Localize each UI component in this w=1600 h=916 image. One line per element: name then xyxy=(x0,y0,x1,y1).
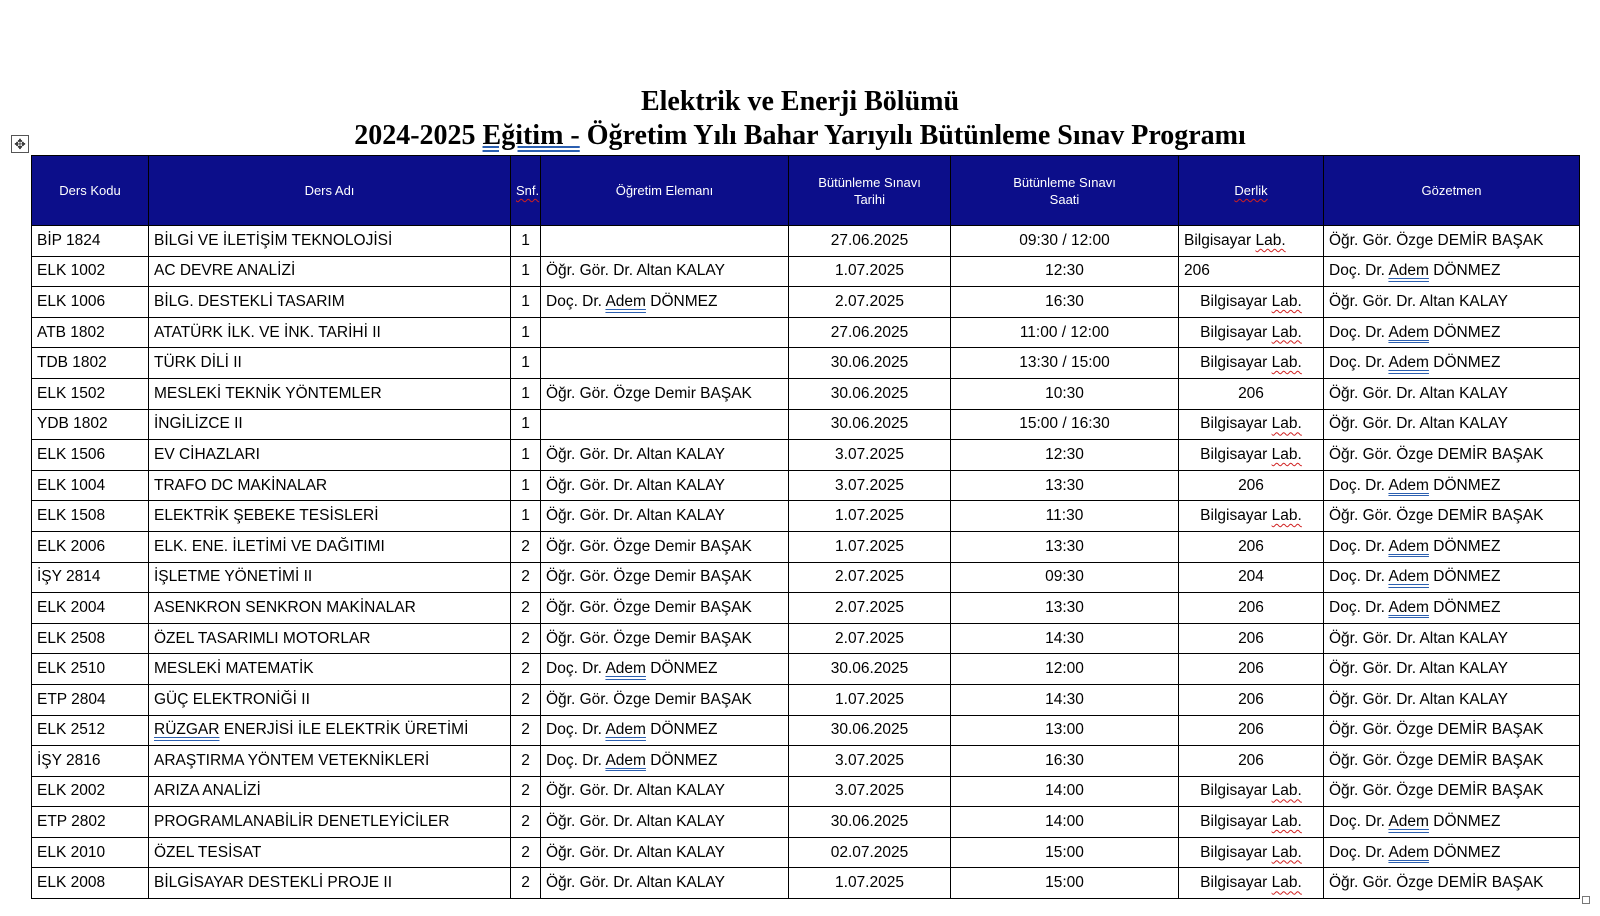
cell-date: 1.07.2025 xyxy=(789,531,951,562)
table-row xyxy=(32,531,1580,562)
cell-time: 12:00 xyxy=(951,654,1179,685)
spellcheck-mark: Lab. xyxy=(1271,354,1302,372)
cell-instructor: Öğr. Gör. Dr. Altan KALAY xyxy=(541,470,789,501)
table-row xyxy=(32,868,1580,899)
cell-instructor: Doç. Dr. Adem DÖNMEZ xyxy=(541,715,789,746)
cell-proctor: Doç. Dr. Adem DÖNMEZ xyxy=(1324,317,1580,348)
table-row xyxy=(32,256,1580,287)
cell-time: 15:00 / 16:30 xyxy=(951,409,1179,440)
cell-time: 11:00 / 12:00 xyxy=(951,317,1179,348)
spellcheck-mark: Lab. xyxy=(1255,231,1286,249)
cell-proctor: Doç. Dr. Adem DÖNMEZ xyxy=(1324,807,1580,838)
cell-room: Bilgisayar Lab. xyxy=(1179,348,1324,379)
cell-time: 14:00 xyxy=(951,776,1179,807)
cell-date: 30.06.2025 xyxy=(789,715,951,746)
cell-instructor: Doç. Dr. Adem DÖNMEZ xyxy=(541,654,789,685)
header-date-line2: Tarihi xyxy=(853,191,886,207)
cell-course-name: BİLGİ VE İLETİŞİM TEKNOLOJİSİ xyxy=(149,226,511,257)
table-row xyxy=(32,470,1580,501)
cell-time: 11:30 xyxy=(951,501,1179,532)
cell-course-name: AC DEVRE ANALİZİ xyxy=(149,256,511,287)
spellcheck-mark: Adem xyxy=(1388,537,1429,555)
cell-room: 204 xyxy=(1179,562,1324,593)
cell-class: 2 xyxy=(511,593,541,624)
cell-instructor xyxy=(541,226,789,257)
cell-date: 1.07.2025 xyxy=(789,684,951,715)
cell-room: 206 xyxy=(1179,256,1324,287)
cell-class: 1 xyxy=(511,226,541,257)
cell-room: 206 xyxy=(1179,715,1324,746)
table-row xyxy=(32,226,1580,257)
cell-proctor: Öğr. Gör. Dr. Altan KALAY xyxy=(1324,287,1580,318)
spellcheck-mark: Adem xyxy=(605,660,646,678)
table-row xyxy=(32,623,1580,654)
exam-schedule-table xyxy=(31,155,1580,899)
cell-proctor: Doç. Dr. Adem DÖNMEZ xyxy=(1324,531,1580,562)
cell-proctor: Öğr. Gör. Özge DEMİR BAŞAK xyxy=(1324,868,1580,899)
cell-date: 3.07.2025 xyxy=(789,776,951,807)
spellcheck-mark: Adem xyxy=(605,292,646,310)
cell-code: YDB 1802 xyxy=(32,409,149,440)
cell-room: 206 xyxy=(1179,654,1324,685)
header-room xyxy=(1179,156,1324,226)
cell-code: ELK 2004 xyxy=(32,593,149,624)
header-row xyxy=(32,156,1580,226)
cell-class: 1 xyxy=(511,378,541,409)
cell-course-name: GÜÇ ELEKTRONİĞİ II xyxy=(149,684,511,715)
table-row xyxy=(32,776,1580,807)
cell-proctor: Öğr. Gör. Dr. Altan KALAY xyxy=(1324,684,1580,715)
cell-class: 2 xyxy=(511,654,541,685)
cell-proctor: Öğr. Gör. Özge DEMİR BAŞAK xyxy=(1324,501,1580,532)
cell-date: 30.06.2025 xyxy=(789,378,951,409)
cell-code: ELK 2010 xyxy=(32,837,149,868)
cell-time: 10:30 xyxy=(951,378,1179,409)
header-time-line1: Bütünleme Sınavı xyxy=(1013,174,1116,190)
subtitle-underlined-word: Eğitim - xyxy=(482,120,580,151)
cell-course-name: ARAŞTIRMA YÖNTEM VETEKNİKLERİ xyxy=(149,746,511,777)
cell-code: ETP 2802 xyxy=(32,807,149,838)
cell-instructor xyxy=(541,317,789,348)
cell-date: 3.07.2025 xyxy=(789,440,951,471)
table-body xyxy=(32,226,1580,899)
table-row xyxy=(32,501,1580,532)
cell-proctor: Doç. Dr. Adem DÖNMEZ xyxy=(1324,593,1580,624)
cell-course-name: RÜZGAR ENERJİSİ İLE ELEKTRİK ÜRETİMİ xyxy=(149,715,511,746)
spellcheck-mark: Lab. xyxy=(1271,323,1302,341)
cell-time: 16:30 xyxy=(951,746,1179,777)
cell-instructor xyxy=(541,348,789,379)
cell-code: ELK 2508 xyxy=(32,623,149,654)
cell-proctor: Doç. Dr. Adem DÖNMEZ xyxy=(1324,470,1580,501)
cell-instructor: Öğr. Gör. Özge Demir BAŞAK xyxy=(541,623,789,654)
cell-code: ELK 2008 xyxy=(32,868,149,899)
cell-code: ELK 2510 xyxy=(32,654,149,685)
cell-time: 15:00 xyxy=(951,868,1179,899)
cell-room: Bilgisayar Lab. xyxy=(1179,501,1324,532)
table-row xyxy=(32,654,1580,685)
cell-code: ATB 1802 xyxy=(32,317,149,348)
cell-class: 2 xyxy=(511,807,541,838)
cell-date: 27.06.2025 xyxy=(789,317,951,348)
cell-instructor: Öğr. Gör. Özge Demir BAŞAK xyxy=(541,593,789,624)
header-name: Ders Adı xyxy=(149,156,511,226)
cell-code: ELK 1002 xyxy=(32,256,149,287)
cell-date: 30.06.2025 xyxy=(789,807,951,838)
spellcheck-mark: Lab. xyxy=(1271,507,1302,525)
cell-course-name: İNGİLİZCE II xyxy=(149,409,511,440)
cell-course-name: PROGRAMLANABİLİR DENETLEYİCİLER xyxy=(149,807,511,838)
subtitle-rest: Öğretim Yılı Bahar Yarıyılı Bütünleme Sınav Programı xyxy=(579,120,1246,151)
spellcheck-mark: RÜZGAR xyxy=(154,721,220,739)
cell-code: BİP 1824 xyxy=(32,226,149,257)
header-date-line1: Bütünleme Sınavı xyxy=(818,174,921,190)
cell-date: 27.06.2025 xyxy=(789,226,951,257)
cell-class: 1 xyxy=(511,440,541,471)
cell-course-name: MESLEKİ MATEMATİK xyxy=(149,654,511,685)
cell-class: 1 xyxy=(511,256,541,287)
cell-instructor: Öğr. Gör. Dr. Altan KALAY xyxy=(541,868,789,899)
cell-proctor: Doç. Dr. Adem DÖNMEZ xyxy=(1324,256,1580,287)
cell-code: TDB 1802 xyxy=(32,348,149,379)
cell-course-name: MESLEKİ TEKNİK YÖNTEMLER xyxy=(149,378,511,409)
cell-room: Bilgisayar Lab. xyxy=(1179,409,1324,440)
cell-course-name: ELK. ENE. İLETİMİ VE DAĞITIMI xyxy=(149,531,511,562)
table-header xyxy=(32,156,1580,226)
cell-proctor: Öğr. Gör. Özge DEMİR BAŞAK xyxy=(1324,776,1580,807)
cell-course-name: ELEKTRİK ŞEBEKE TESİSLERİ xyxy=(149,501,511,532)
cell-class: 1 xyxy=(511,470,541,501)
cell-instructor: Öğr. Gör. Dr. Altan KALAY xyxy=(541,837,789,868)
spellcheck-mark: Adem xyxy=(1388,323,1429,341)
cell-room: Bilgisayar Lab. xyxy=(1179,837,1324,868)
cell-room: 206 xyxy=(1179,684,1324,715)
table-row xyxy=(32,715,1580,746)
cell-code: ETP 2804 xyxy=(32,684,149,715)
cell-proctor: Öğr. Gör. Dr. Altan KALAY xyxy=(1324,378,1580,409)
cell-proctor: Öğr. Gör. Dr. Altan KALAY xyxy=(1324,654,1580,685)
table-row xyxy=(32,746,1580,777)
cell-class: 2 xyxy=(511,531,541,562)
spellcheck-mark: Adem xyxy=(1388,843,1429,861)
cell-date: 30.06.2025 xyxy=(789,654,951,685)
cell-time: 14:30 xyxy=(951,623,1179,654)
table-row xyxy=(32,593,1580,624)
spellcheck-mark: Lab. xyxy=(1271,843,1302,861)
cell-date: 2.07.2025 xyxy=(789,287,951,318)
spellcheck-mark: Lab. xyxy=(1271,813,1302,831)
header-class xyxy=(511,156,541,226)
cell-instructor: Öğr. Gör. Dr. Altan KALAY xyxy=(541,776,789,807)
cell-date: 1.07.2025 xyxy=(789,256,951,287)
header-date xyxy=(789,156,951,226)
cell-date: 2.07.2025 xyxy=(789,562,951,593)
cell-room: Bilgisayar Lab. xyxy=(1179,776,1324,807)
spellcheck-mark: Adem xyxy=(1388,568,1429,586)
cell-course-name: ASENKRON SENKRON MAKİNALAR xyxy=(149,593,511,624)
cell-time: 16:30 xyxy=(951,287,1179,318)
cell-time: 13:30 / 15:00 xyxy=(951,348,1179,379)
cell-code: ELK 1006 xyxy=(32,287,149,318)
cell-instructor: Doç. Dr. Adem DÖNMEZ xyxy=(541,287,789,318)
table-row xyxy=(32,562,1580,593)
cell-time: 15:00 xyxy=(951,837,1179,868)
cell-proctor: Doç. Dr. Adem DÖNMEZ xyxy=(1324,348,1580,379)
subtitle-year: 2024-2025 xyxy=(354,120,483,151)
cell-room: 206 xyxy=(1179,531,1324,562)
cell-instructor: Öğr. Gör. Dr. Altan KALAY xyxy=(541,501,789,532)
cell-course-name: BİLGİSAYAR DESTEKLİ PROJE II xyxy=(149,868,511,899)
header-instructor: Öğretim Elemanı xyxy=(541,156,789,226)
cell-room: Bilgisayar Lab. xyxy=(1179,287,1324,318)
cell-room: Bilgisayar Lab. xyxy=(1179,317,1324,348)
table-row xyxy=(32,807,1580,838)
cell-room: 206 xyxy=(1179,746,1324,777)
header-time xyxy=(951,156,1179,226)
cell-proctor: Doç. Dr. Adem DÖNMEZ xyxy=(1324,562,1580,593)
cell-course-name: ATATÜRK İLK. VE İNK. TARİHİ II xyxy=(149,317,511,348)
cell-proctor: Öğr. Gör. Dr. Altan KALAY xyxy=(1324,623,1580,654)
table-row xyxy=(32,409,1580,440)
cell-instructor: Öğr. Gör. Dr. Altan KALAY xyxy=(541,256,789,287)
cell-class: 1 xyxy=(511,348,541,379)
cell-class: 2 xyxy=(511,684,541,715)
cell-time: 09:30 xyxy=(951,562,1179,593)
cell-course-name: EV CİHAZLARI xyxy=(149,440,511,471)
document-subtitle xyxy=(0,120,1600,152)
cell-room: Bilgisayar Lab. xyxy=(1179,226,1324,257)
cell-date: 30.06.2025 xyxy=(789,348,951,379)
cell-room: 206 xyxy=(1179,623,1324,654)
spellcheck-mark: Adem xyxy=(1388,813,1429,831)
cell-proctor: Doç. Dr. Adem DÖNMEZ xyxy=(1324,837,1580,868)
cell-date: 3.07.2025 xyxy=(789,470,951,501)
cell-date: 30.06.2025 xyxy=(789,409,951,440)
table-resize-handle[interactable] xyxy=(1582,896,1590,904)
cell-instructor: Öğr. Gör. Dr. Altan KALAY xyxy=(541,440,789,471)
table-row xyxy=(32,317,1580,348)
cell-course-name: İŞLETME YÖNETİMİ II xyxy=(149,562,511,593)
cell-course-name: ÖZEL TASARIMLI MOTORLAR xyxy=(149,623,511,654)
cell-class: 1 xyxy=(511,501,541,532)
cell-time: 14:30 xyxy=(951,684,1179,715)
cell-date: 2.07.2025 xyxy=(789,623,951,654)
spellcheck-mark: Adem xyxy=(605,721,646,739)
cell-course-name: TRAFO DC MAKİNALAR xyxy=(149,470,511,501)
table-row xyxy=(32,684,1580,715)
table-row xyxy=(32,287,1580,318)
spellcheck-mark: Adem xyxy=(1388,262,1429,280)
document-title: Elektrik ve Enerji Bölümü xyxy=(640,86,960,117)
cell-course-name: ÖZEL TESİSAT xyxy=(149,837,511,868)
cell-room: 206 xyxy=(1179,378,1324,409)
cell-time: 13:30 xyxy=(951,531,1179,562)
spellcheck-mark: Adem xyxy=(605,751,646,769)
spellcheck-mark: Lab. xyxy=(1271,782,1302,800)
cell-instructor: Öğr. Gör. Özge Demir BAŞAK xyxy=(541,378,789,409)
cell-time: 13:00 xyxy=(951,715,1179,746)
cell-course-name: TÜRK DİLİ II xyxy=(149,348,511,379)
spellcheck-mark: Lab. xyxy=(1271,415,1302,433)
cell-instructor: Doç. Dr. Adem DÖNMEZ xyxy=(541,746,789,777)
table-row xyxy=(32,378,1580,409)
cell-room: Bilgisayar Lab. xyxy=(1179,868,1324,899)
cell-date: 3.07.2025 xyxy=(789,746,951,777)
cell-room: 206 xyxy=(1179,593,1324,624)
cell-code: ELK 1508 xyxy=(32,501,149,532)
cell-time: 12:30 xyxy=(951,256,1179,287)
table-move-handle-icon[interactable]: ✥ xyxy=(11,135,29,153)
cell-instructor: Öğr. Gör. Özge Demir BAŞAK xyxy=(541,684,789,715)
spellcheck-mark: Adem xyxy=(1388,354,1429,372)
cell-code: İŞY 2814 xyxy=(32,562,149,593)
cell-date: 2.07.2025 xyxy=(789,593,951,624)
header-class-label: Snf. xyxy=(516,183,540,198)
cell-proctor: Öğr. Gör. Dr. Altan KALAY xyxy=(1324,409,1580,440)
cell-instructor: Öğr. Gör. Dr. Altan KALAY xyxy=(541,807,789,838)
cell-room: Bilgisayar Lab. xyxy=(1179,807,1324,838)
cell-code: ELK 1502 xyxy=(32,378,149,409)
cell-code: ELK 1004 xyxy=(32,470,149,501)
cell-class: 1 xyxy=(511,317,541,348)
cell-class: 1 xyxy=(511,287,541,318)
cell-course-name: BİLG. DESTEKLİ TASARIM xyxy=(149,287,511,318)
spellcheck-mark: Adem xyxy=(1388,598,1429,616)
spellcheck-mark: Lab. xyxy=(1271,874,1302,892)
cell-room: Bilgisayar Lab. xyxy=(1179,440,1324,471)
table-row xyxy=(32,440,1580,471)
cell-class: 2 xyxy=(511,746,541,777)
cell-code: ELK 2512 xyxy=(32,715,149,746)
cell-code: İŞY 2816 xyxy=(32,746,149,777)
spellcheck-mark: Adem xyxy=(1388,476,1429,494)
cell-proctor: Öğr. Gör. Özge DEMİR BAŞAK xyxy=(1324,746,1580,777)
cell-instructor: Öğr. Gör. Özge Demir BAŞAK xyxy=(541,531,789,562)
cell-time: 13:30 xyxy=(951,593,1179,624)
cell-instructor xyxy=(541,409,789,440)
cell-date: 02.07.2025 xyxy=(789,837,951,868)
spellcheck-mark: Lab. xyxy=(1271,292,1302,310)
header-proctor: Gözetmen xyxy=(1324,156,1580,226)
cell-date: 1.07.2025 xyxy=(789,868,951,899)
cell-code: ELK 2006 xyxy=(32,531,149,562)
cell-course-name: ARIZA ANALİZİ xyxy=(149,776,511,807)
cell-date: 1.07.2025 xyxy=(789,501,951,532)
cell-proctor: Öğr. Gör. Özge DEMİR BAŞAK xyxy=(1324,440,1580,471)
table-row xyxy=(32,837,1580,868)
cell-time: 14:00 xyxy=(951,807,1179,838)
cell-code: ELK 2002 xyxy=(32,776,149,807)
cell-class: 2 xyxy=(511,776,541,807)
cell-time: 13:30 xyxy=(951,470,1179,501)
cell-proctor: Öğr. Gör. Özge DEMİR BAŞAK xyxy=(1324,226,1580,257)
cell-room: 206 xyxy=(1179,470,1324,501)
table-row xyxy=(32,348,1580,379)
cell-time: 09:30 / 12:00 xyxy=(951,226,1179,257)
header-room-label: Derlik xyxy=(1234,183,1268,198)
cell-class: 2 xyxy=(511,562,541,593)
cell-class: 1 xyxy=(511,409,541,440)
spellcheck-mark: Lab. xyxy=(1271,445,1302,463)
cell-proctor: Öğr. Gör. Özge DEMİR BAŞAK xyxy=(1324,715,1580,746)
cell-time: 12:30 xyxy=(951,440,1179,471)
cell-class: 2 xyxy=(511,715,541,746)
cell-instructor: Öğr. Gör. Özge Demir BAŞAK xyxy=(541,562,789,593)
cell-class: 2 xyxy=(511,868,541,899)
cell-class: 2 xyxy=(511,837,541,868)
header-time-line2: Saati xyxy=(1049,191,1080,207)
cell-class: 2 xyxy=(511,623,541,654)
cell-code: ELK 1506 xyxy=(32,440,149,471)
header-code: Ders Kodu xyxy=(32,156,149,226)
